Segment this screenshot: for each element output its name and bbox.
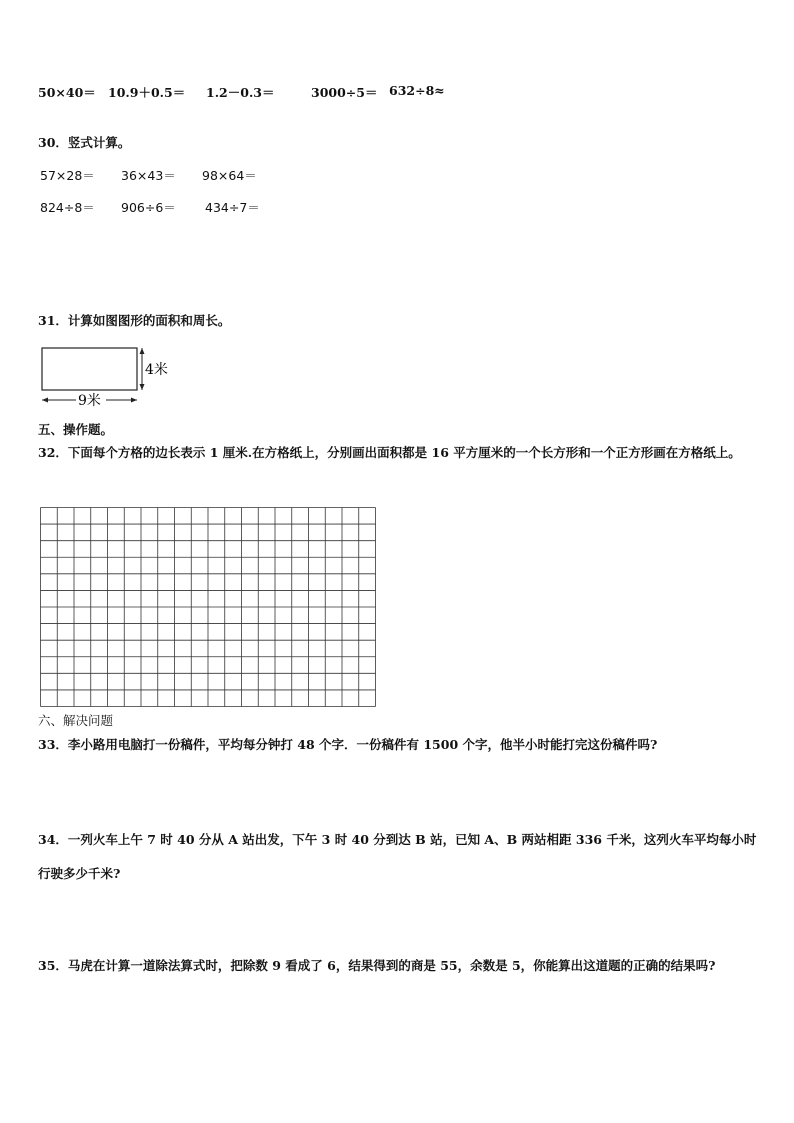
q30-expr-1: 57×28＝	[40, 168, 95, 183]
q32-text: 32．下面每个方格的边长表示 1 厘米.在方格纸上，分别画出面积都是 16 平方厘米的一个长方形和一个正方形画在方格纸上。	[38, 445, 741, 460]
q33-text: 33．李小路用电脑打一份稿件，平均每分钟打 48 个字．一份稿件有 1500 个字，他半小时能打完这份稿件吗?	[38, 737, 658, 752]
width-label: 9米	[78, 393, 101, 409]
q30-expr-2: 36×43＝	[121, 168, 176, 183]
q30-expr-4: 824÷8＝	[40, 200, 95, 215]
q30-expr-5: 906÷6＝	[121, 200, 176, 215]
height-label: 4米	[145, 362, 168, 378]
oral-calc-2: 10.9＋0.5＝	[108, 85, 186, 100]
width-arrow-right	[131, 398, 137, 403]
q30-title: 30．竖式计算。	[38, 135, 131, 150]
q30-expr-3: 98×64＝	[202, 168, 257, 183]
q34-text: 34．一列火车上午 7 时 40 分从 A 站出发，下午 3 时 40 分到达 B 站，已知 A、B 两站相距 336 千米，这列火车平均每小时行驶多少千米?	[38, 832, 757, 881]
oral-calc-5: 632÷8≈	[389, 83, 445, 98]
q31-title: 31．计算如图图形的面积和周长。	[38, 313, 231, 328]
width-arrow-left	[42, 398, 48, 403]
section-5-heading: 五、操作题。	[38, 422, 114, 437]
oral-calc-4: 3000÷5＝	[311, 85, 378, 100]
q30-expr-6: 434÷7＝	[205, 200, 260, 215]
height-arrow-top	[140, 348, 145, 354]
oral-calc-3: 1.2－0.3＝	[206, 85, 275, 100]
height-arrow-bottom	[140, 384, 145, 390]
rectangle-figure	[38, 344, 168, 410]
square-grid	[40, 507, 376, 707]
rectangle-shape	[42, 348, 137, 390]
q35-text: 35．马虎在计算一道除法算式时，把除数 9 看成了 6，结果得到的商是 55，余数是 5，你能算出这道题的正确的结果吗?	[38, 958, 716, 973]
section-6-heading: 六、解决问题	[38, 713, 114, 728]
oral-calc-1: 50×40＝	[38, 85, 96, 100]
